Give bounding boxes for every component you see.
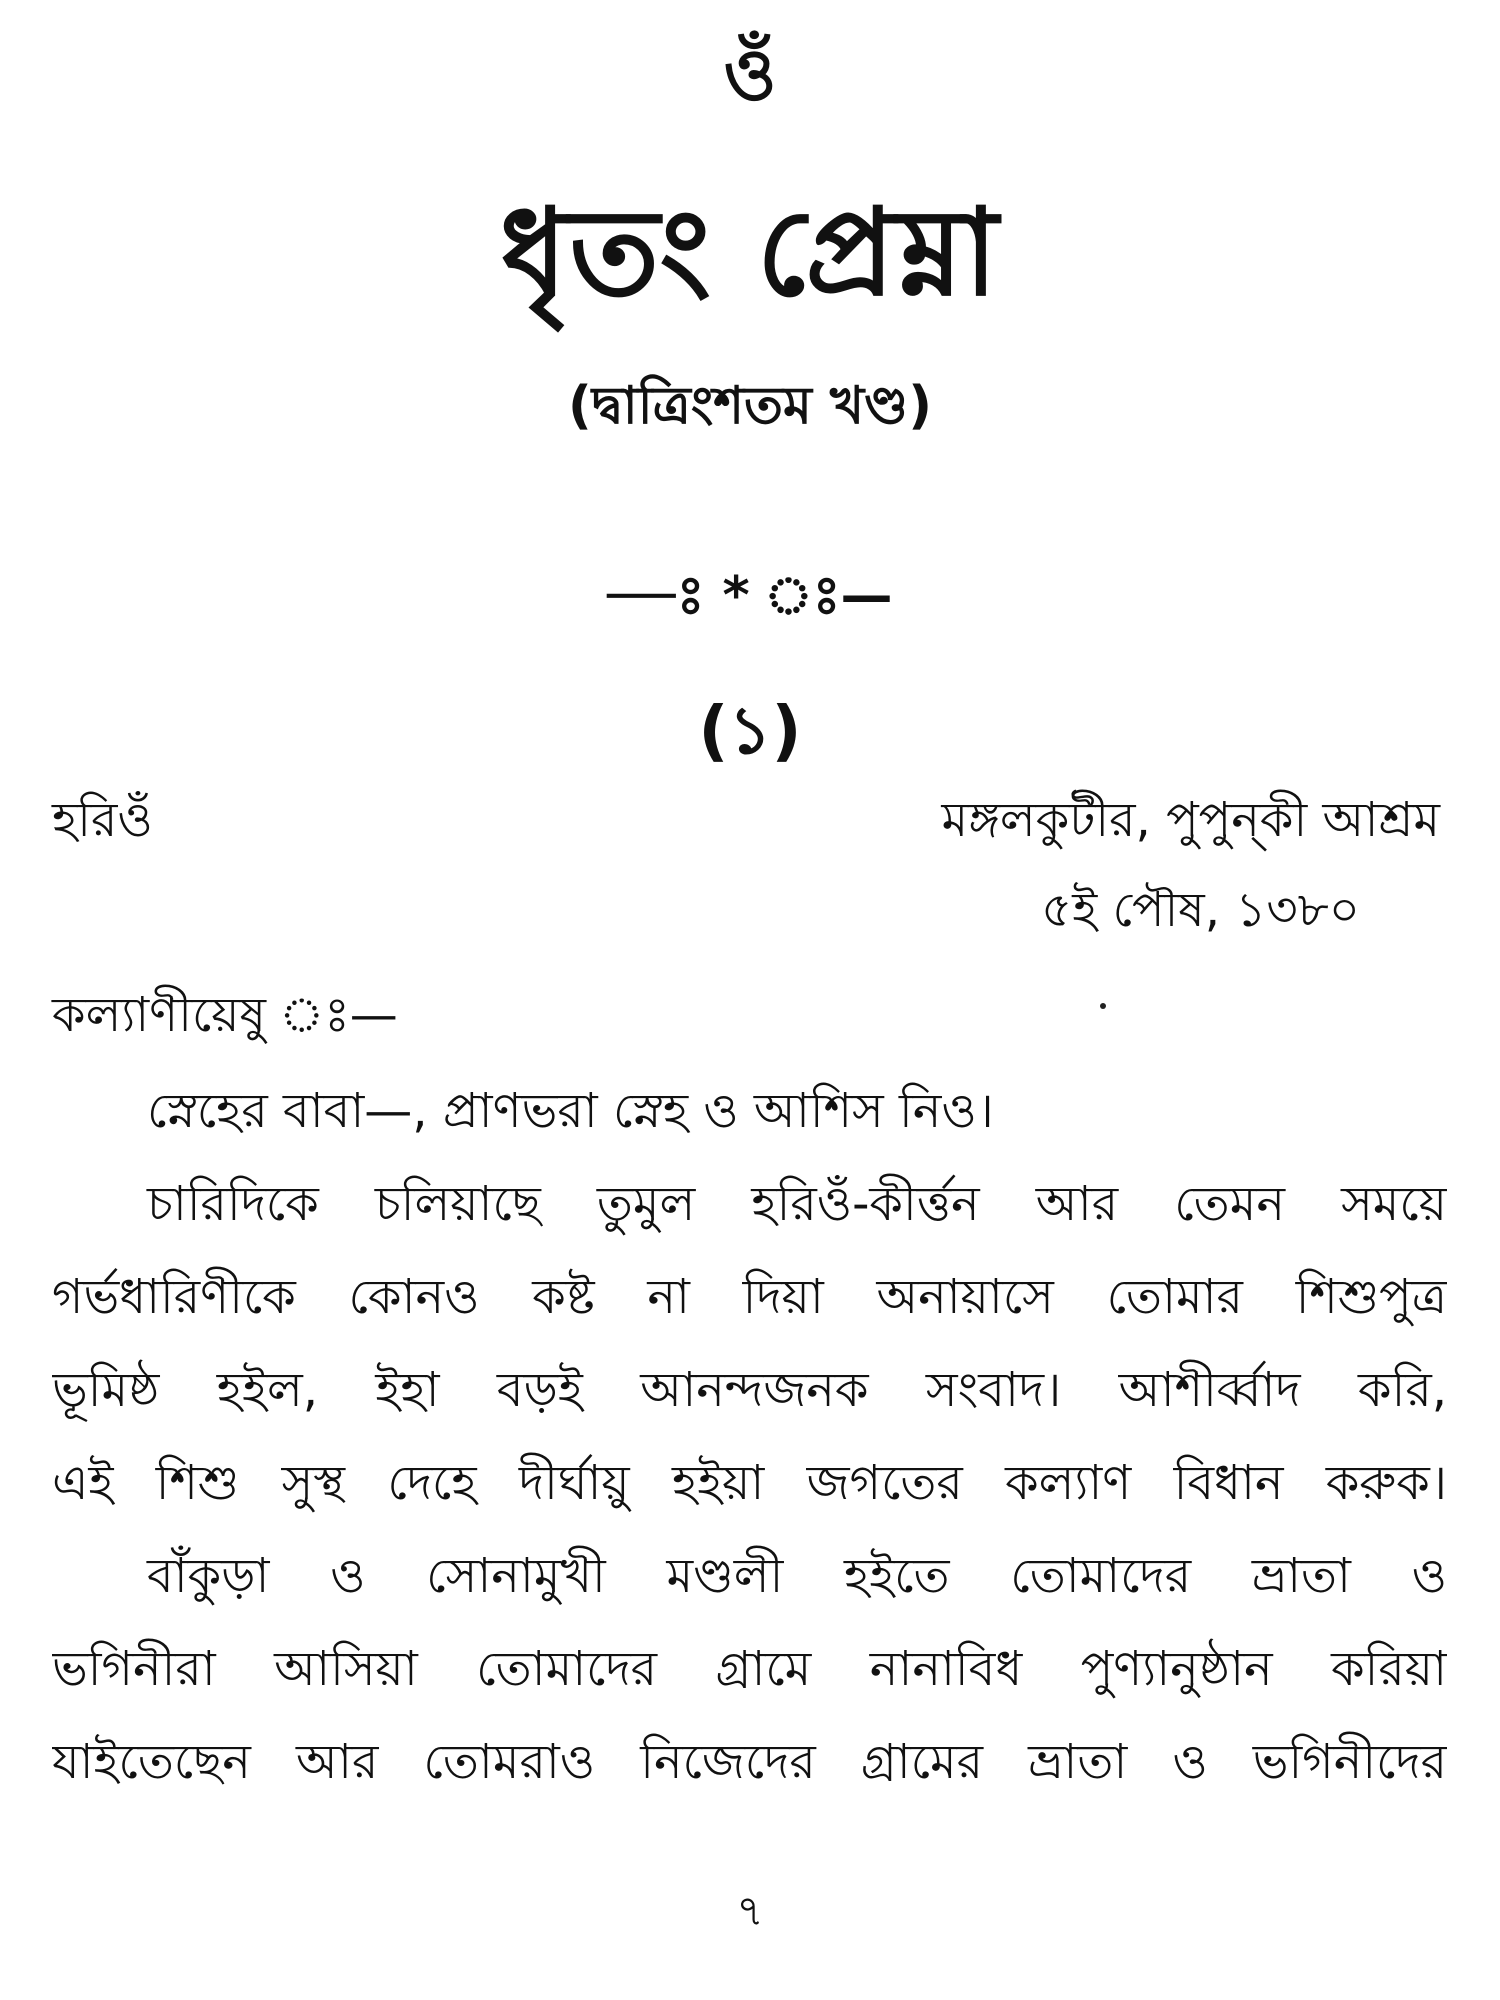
body-line: স্নেহের বাবা—, প্রাণভরা স্নেহ ও আশিস নিও।: [147, 1083, 994, 1139]
letter-salutation: হরিওঁ: [52, 792, 153, 848]
body-line: যাইতেছেন আর তোমরাও নিজেদের গ্রামের ভ্রাতা ও ভগিনীদের: [52, 1734, 1447, 1790]
volume-subtitle: (দ্বাত্রিংশতম খণ্ড): [568, 376, 932, 436]
letter-place: মঙ্গলকুটীর, পুপুন্‌কী আশ্রম: [941, 792, 1440, 848]
letter-body: [52, 1065, 1447, 1809]
ink-speck: [1100, 1003, 1106, 1009]
body-line: গর্ভধারিণীকে কোনও কষ্ট না দিয়া অনায়াসে তোমার শিশুপুত্র: [52, 1269, 1447, 1325]
letter-addressee: কল্যাণীয়েষু ঃ—: [52, 987, 398, 1043]
om-symbol: ওঁ: [723, 32, 777, 116]
book-title: ধৃতং প্রেম্না: [499, 184, 1001, 323]
body-line: এই শিশু সুস্থ দেহে দীর্ঘায়ু হইয়া জগতের কল্যাণ বিধান করুক।: [52, 1455, 1447, 1511]
ornamental-divider: —ঃ * ঃ—: [607, 566, 893, 626]
section-number: (১): [698, 692, 802, 769]
body-line: বাঁকুড়া ও সোনামুখী মণ্ডলী হইতে তোমাদের ভ্রাতা ও: [147, 1548, 1447, 1604]
body-line: ভূমিষ্ঠ হইল, ইহা বড়ই আনন্দজনক সংবাদ। আশীর্ব্বাদ করি,: [52, 1362, 1447, 1418]
letter-date: ৫ই পৌষ, ১৩৮০: [1041, 882, 1360, 938]
page-number: ৭: [736, 1886, 764, 1935]
body-line: চারিদিকে চলিয়াছে তুমুল হরিওঁ-কীর্ত্তন আর তেমন সময়ে: [147, 1176, 1447, 1232]
body-line: ভগিনীরা আসিয়া তোমাদের গ্রামে নানাবিধ পুণ্যানুষ্ঠান করিয়া: [52, 1641, 1447, 1697]
